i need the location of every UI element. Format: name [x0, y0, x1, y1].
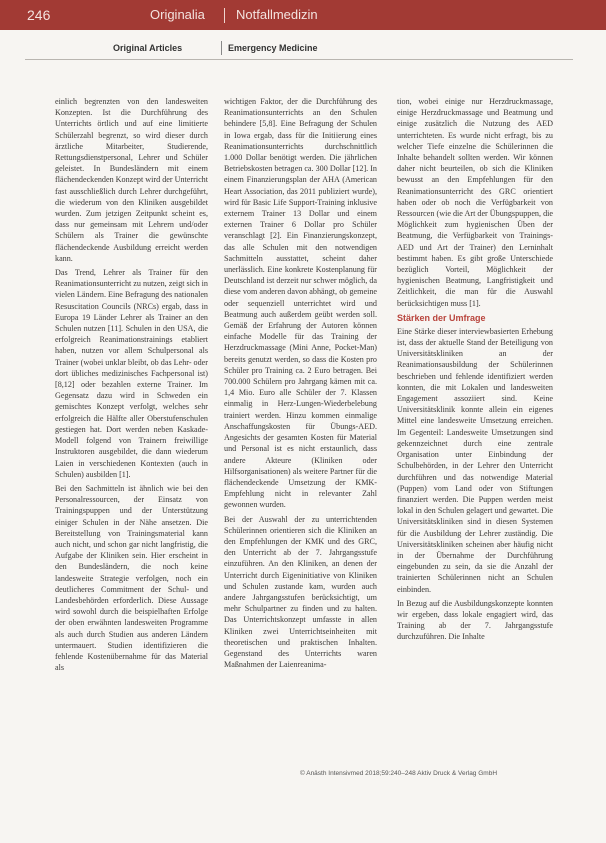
paragraph: tion, wobei einige nur Herzdruckmassage, einige Herzdruckmassage und Beatmung und einige zusätzlich die Nutzung des AED unterrichteten. Es wurde nicht erfragt, bis zu welcher Tiefe einzelne die Schülerinnen die Inhalte behandelt sollten werden. Wir können daher nicht beurteilen, ob sich die Kliniken bewusst an den Empfehlungen für den Reanimationsunterricht des GRC orientiert haben oder ob noch die Verfügbarkeit von Ressourcen (wie die Art der Übungspuppen, die Möglichkeit zum hygienischen Üben der Beatmung, die Verfügbarkeit von Trainings-AED und Art der Trainer) den Lerninhalt bestimmt haben. Es gibt große Unterschiede bezüglich Vorteil, Möglichkeit der hygienischen Beatmung, Langfristigkeit und Zeitlichkeit, die man für die Auswahl berücksichtigen muss [1]. [397, 97, 553, 308]
footer-citation: © Anästh Intensivmed 2018;59:240–248 Aktiv Druck & Verlag GmbH [300, 770, 498, 777]
page-number: 246 [27, 7, 51, 23]
text-column-2 [224, 96, 377, 673]
paragraph: einlich begrenzten von den landesweiten Konzepten. Ist die Durchführung des Unterrichts örtlich und auf eine limitierte Schülerzahl begrenzt, so wird dieser durch ärztliche Mitarbeiter, Studierende, Rettungsdienstpersonal, Lehrer und Schüler geleistet. In Bundesländern mit einem flächendeckenden Konzept wird der Unterricht fast ausschließlich durch Lehrer durchgeführt, die wiederum von den Kliniken ausgebildet wurden. Zum jetzigen Zeitpunkt scheint es, dass nur gemeinsam mit Lehrern und/oder Schülern als Trainer die gewünschte flächendeckende Ausbildung erreicht werden kann. [55, 97, 208, 263]
header-divider [224, 8, 225, 23]
text-column-3 [397, 96, 553, 646]
text-column-1 [55, 96, 208, 676]
subheader-divider [221, 41, 222, 55]
section-title-de: Originalia [150, 7, 205, 22]
section-heading: Stärken der Umfrage [397, 312, 486, 323]
section-subtitle-de: Notfallmedizin [236, 7, 318, 22]
header-rule [25, 59, 573, 60]
paragraph: Das Trend, Lehrer als Trainer für den Reanimationsunterricht zu nutzen, zeigt sich in vielen Ländern. Eine Befragung des nationalen Resuscitation Councils (NRCs) ergab, dass in Europa 19 Länder Lehrer als Trainer an den Schulen nutzen [11]. Schulen in den USA, die erfolgreich Reanimationstrainings etabliert haben, nutzen vor allem Schulpersonal als Trainer (wobei unklar bleibt, ob das Lehr- oder dort übliches medizinisches Fachpersonal ist) [8,12] oder bezahlen externe Trainer. Im Gegensatz dazu wird in Schweden ein gemischtes Konzept verfolgt, welches sehr erfolgreich die Hälfte aller Oberstufenschulen gestiegen hat. Dort werden neben Kaskade-Modell folgend von Trainern freiwillige Instruktoren ausgebildet, die dann wiederum Laien in verschiedenen Kontexten (auch in Schulen) ausbilden [1]. [55, 268, 208, 479]
paragraph: Eine Stärke dieser interviewbasierten Erhebung ist, dass der aktuelle Stand der Beteiligung von Universitätskliniken an der Reanimationsausbildung der Schülerinnen beschrieben und fehlende identifiziert werden konnten, die mit Lokalen und landesweiten Engagement assoziiert sind. Keine Universitätsklinik konnte allein ein eigenes Mittel eine landesweite Umsetzung erreichen. Im Gegenteil: Landesweite Umsetzungen sind gekennzeichnet durch eine zentrale Organisation unter Einbindung der Schulbehörden, in der Lehrer den Unterricht durchführen und das notwendige Material (Puppen) vom Land oder von Stiftungen finanziert werden. Die Puppen werden meist lokal in den Schulen gelagert und gewartet. Die Universitätskliniken sind in diesen Systemen für die Ausbildung der Lehrer zuständig. Die Universitätskliniken scheinen aber häufig nicht in der Übernahme der Durchführung eingebunden zu sein, da sie die Anzahl der trainierten Schülerinnen nicht an Schulen einbinden. [397, 326, 553, 594]
paragraph: wichtigen Faktor, der die Durchführung des Reanimationsunterrichts an den Schulen behindere [5,8]. Eine Befragung der Schulen in Iowa ergab, dass für die Initiierung eines Reanimationsunterrichts durchschnittlich 1.000 Dollar benötigt werden. Die jährlichen Betriebskosten betragen ca. 300 Dollar [12]. In einem Finanzierungsplan der AHA (American Heart Association, das 2011 publiziert wurde), wird für Basic Life Support-Training inklusive externem Trainer 13 Dollar und einem externen Trainer 6 Dollar pro Schüler veranschlagt [2]. Ein Finanzierungskonzept, das alle Schulen mit den notwendigen Sachmitteln ausstattet, scheint daher unerlässlich. Eine konkrete Kostenplanung für Deutschland ist derzeit nur schwer möglich, da diese vom anderen davon abhängt, ob gemeine oder sequenziell unterrichtet wird und Beatmung auch außerdem geübt werden soll. Gemäß der Erfahrung der Autoren können einfache Modelle für das Training der Herzdruckmassage (Mini Anne, Pocket-Man) bereits genutzt werden, so dass die Kosten pro Schüler pro Training ca. 2 Euro betragen. Bei 700.000 Schülern pro Jahrgang kämen mit ca. 1,4 Mio. Euro alle Schüler der 7. Klassen einmalig in Herz-Lungen-Wiederbelebung trainiert werden. Hinzu kommen einmalige Anschaffungskosten für Übungs-AED. Angesichts der gesamten Kosten für Material und Personal ist es nicht erstaunlich, dass andere Akteure (Kliniken oder Hilfsorganisationen) als weitere Partner für die flächendeckende Umsetzung der KMK-Empfehlung nicht in relevanter Zahl gewonnen wurden. [224, 97, 377, 510]
paragraph: In Bezug auf die Ausbildungskonzepte konnten wir ergeben, dass lokale engagiert wird, das Training ab der 7. Jahrgangsstufe durchzuführen. Die Inhalte [397, 598, 553, 642]
paragraph: Bei den Sachmitteln ist ähnlich wie bei den Personalressourcen, der Einsatz von Trainingspuppen und der Unterstützung einiger Schulen in der Nähe ansetzen. Die Bereitstellung von Trainingsmaterial kann auch nicht, und schon gar nicht langfristig, die Aufgabe der Kliniken sein. Hier erscheint in den Bundesländern, die noch keine landesweite Strategie verfolgen, noch ein deutlicheres Commitment der Schul- und Landesbehörden erforderlich. Diese Aussage wird sowohl durch die beispielhaften Erfolge der oben erwähnten landesweiten Programme als auch durch Studien aus anderen Ländern untermauert. Studien identifizieren die fehlende Kostenübernahme für das Material als [55, 483, 208, 673]
section-title-en: Original Articles [113, 43, 183, 53]
paragraph: Bei der Auswahl der zu unterrichtenden Schülerinnen orientieren sich die Kliniken an den Empfehlungen der KMK und des GRC, den Unterricht ab der 7. Jahrgangsstufe einzuführen. An den Kliniken, an denen der Unterricht durch Eigeninitiative von Kliniken und Schulen zustande kam, wurden auch andere Jahrgangsstufen berücksichtigt, um mehr Schulpartner zu finden und zu halten. Das Unterrichtskonzept umfasste in allen Kliniken zwei Unterrichtseinheiten mit theoretischen und praktischen Inhalten. Gegenstand des Unterrichts waren Maßnahmen der Laienreanima- [224, 514, 377, 670]
section-subtitle-en: Emergency Medicine [228, 43, 318, 53]
